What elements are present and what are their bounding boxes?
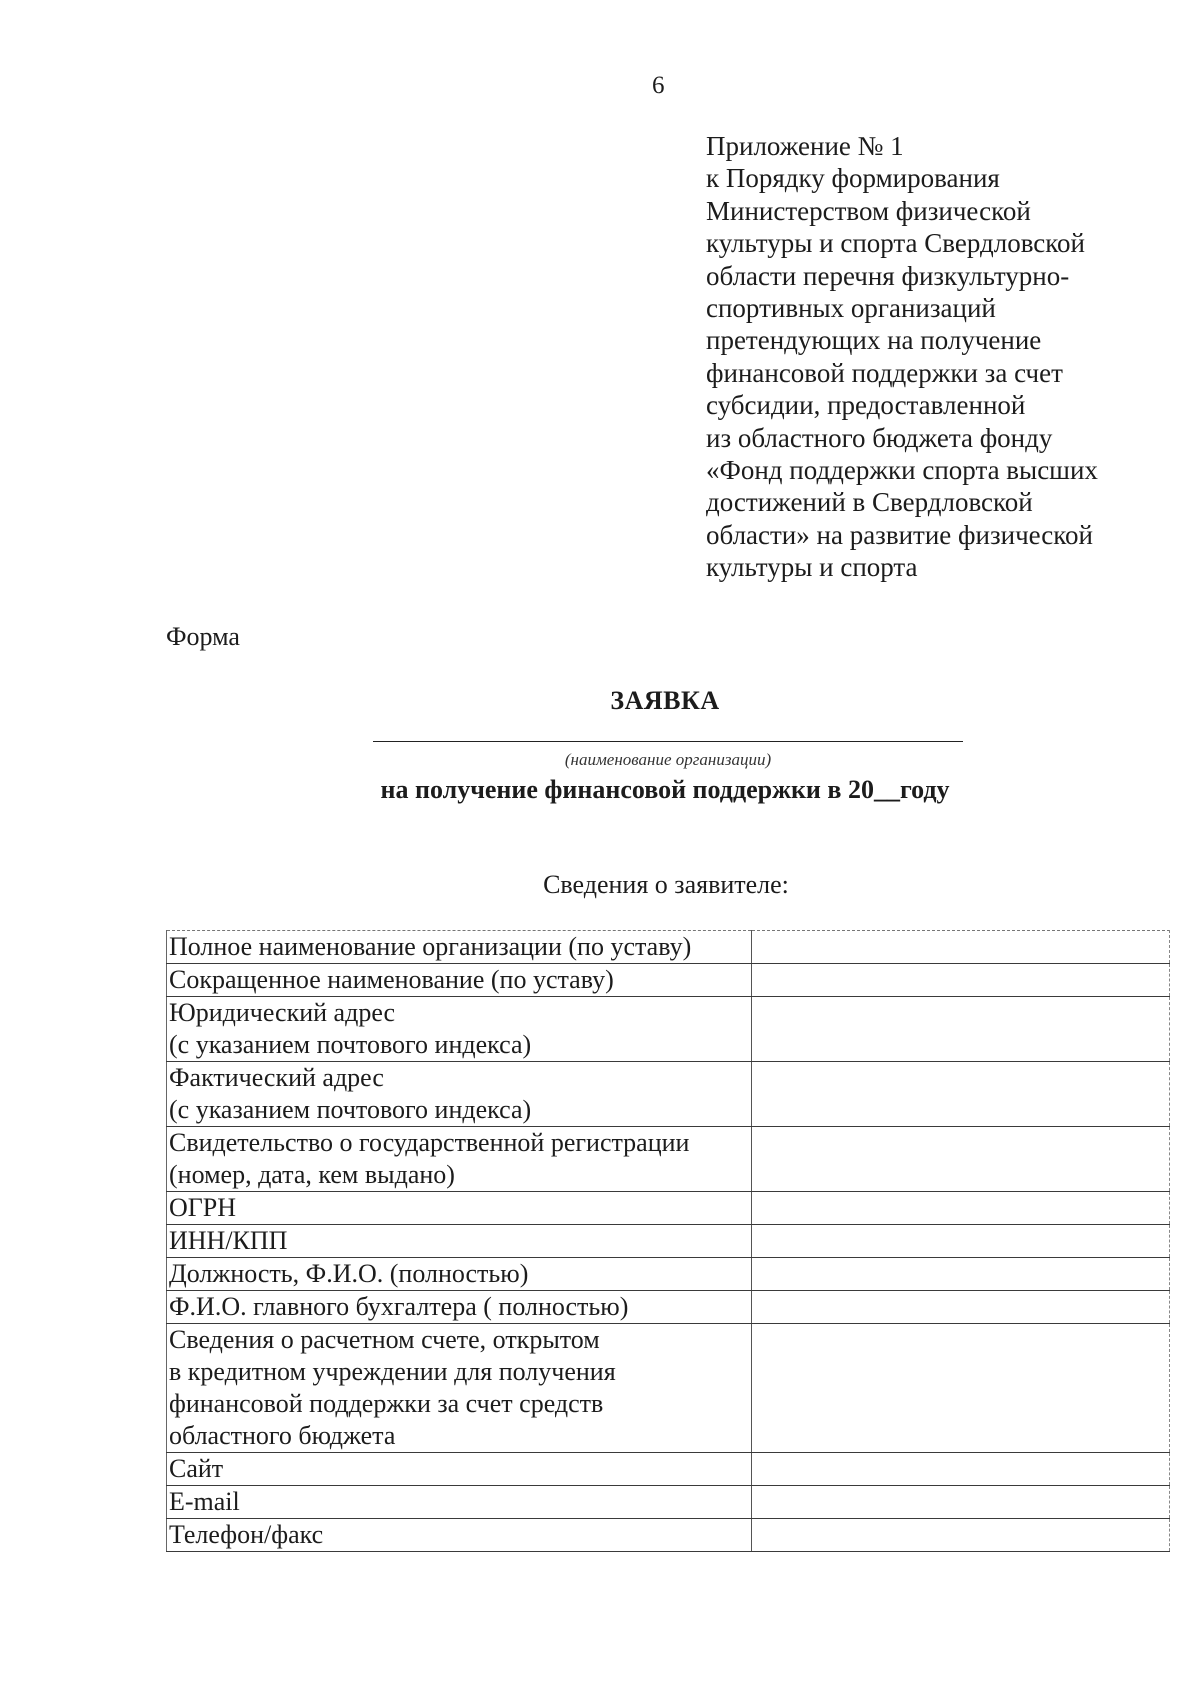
row-label: [167, 931, 752, 964]
row-label-line: E-mail: [169, 1487, 240, 1516]
appendix-line: из областного бюджета фонду: [706, 422, 1053, 453]
row-label-line: (с указанием почтового индекса): [169, 1030, 532, 1059]
document-subtitle: на получение финансовой поддержки в 20__году: [380, 775, 950, 804]
row-label: [167, 1453, 752, 1486]
table-row: [167, 1486, 1170, 1519]
appendix-line: достижений в Свердловской: [706, 487, 1033, 518]
applicant-info-table: [166, 930, 1170, 1552]
appendix-line: Приложение № 1: [706, 131, 904, 161]
table-row: [167, 1225, 1170, 1258]
row-label-line: Сокращенное наименование (по уставу): [169, 965, 614, 994]
appendix-line: области перечня физкультурно-: [706, 260, 1070, 291]
row-label: [167, 997, 752, 1062]
row-value-field[interactable]: [752, 1486, 1170, 1519]
appendix-line: финансовой поддержки за счет: [706, 357, 1063, 388]
row-label: [167, 1192, 752, 1225]
section-heading: Сведения о заявителе:: [543, 870, 789, 899]
form-label: Форма: [166, 622, 240, 651]
table-row: [167, 1519, 1170, 1552]
row-value-field[interactable]: [752, 1519, 1170, 1552]
row-label: [167, 964, 752, 997]
row-label: [167, 1486, 752, 1519]
document-title: ЗАЯВКА: [610, 686, 720, 715]
row-label-line: Телефон/факс: [169, 1520, 324, 1549]
appendix-line: культуры и спорта Свердловской: [706, 228, 1085, 259]
page-number: 6: [652, 72, 665, 99]
organization-name-caption: (наименование организации): [564, 750, 772, 769]
appendix-block: [706, 130, 1146, 584]
row-label-line: ИНН/КПП: [169, 1226, 288, 1255]
row-label-line: (номер, дата, кем выдано): [169, 1160, 455, 1189]
row-value-field[interactable]: [752, 1127, 1170, 1192]
row-label: [167, 1324, 752, 1453]
table-row: [167, 997, 1170, 1062]
row-value-field[interactable]: [752, 1258, 1170, 1291]
row-label-line: областного бюджета: [169, 1421, 396, 1450]
row-label: [167, 1127, 752, 1192]
table-row: [167, 1192, 1170, 1225]
appendix-line: спортивных организаций: [706, 293, 996, 324]
row-value-field[interactable]: [752, 997, 1170, 1062]
row-value-field[interactable]: [752, 1324, 1170, 1453]
table-row: [167, 1324, 1170, 1453]
row-label: [167, 1519, 752, 1552]
appendix-line: области» на развитие физической: [706, 519, 1093, 550]
row-label-line: (с указанием почтового индекса): [169, 1095, 532, 1124]
appendix-line: субсидии, предоставленной: [706, 390, 1026, 421]
appendix-line: культуры и спорта: [706, 552, 918, 583]
row-label-line: ОГРН: [169, 1193, 237, 1222]
row-label-line: Свидетельство о государственной регистрации: [169, 1128, 690, 1157]
table-row: [167, 1127, 1170, 1192]
row-label-line: финансовой поддержки за счет средств: [169, 1389, 604, 1418]
appendix-line: Министерством физической: [706, 195, 1031, 226]
row-label-line: Сведения о расчетном счете, открытом: [169, 1325, 600, 1354]
row-label: [167, 1225, 752, 1258]
row-value-field[interactable]: [752, 964, 1170, 997]
table-row: [167, 1062, 1170, 1127]
row-label-line: Полное наименование организации (по уставу): [169, 932, 692, 961]
table-row: [167, 1291, 1170, 1324]
row-label: [167, 1258, 752, 1291]
row-value-field[interactable]: [752, 1291, 1170, 1324]
row-label-line: Юридический адрес: [169, 998, 396, 1027]
row-value-field[interactable]: [752, 1225, 1170, 1258]
organization-name-field[interactable]: [373, 741, 963, 742]
appendix-line: «Фонд поддержки спорта высших: [706, 455, 1098, 486]
row-value-field[interactable]: [752, 931, 1170, 964]
appendix-line: к Порядку формирования: [706, 163, 1000, 194]
table-row: [167, 931, 1170, 964]
table-row: [167, 1453, 1170, 1486]
row-value-field[interactable]: [752, 1453, 1170, 1486]
row-label-line: Фактический адрес: [169, 1063, 384, 1092]
row-label-line: Сайт: [169, 1454, 224, 1483]
row-label: [167, 1291, 752, 1324]
table-row: [167, 1258, 1170, 1291]
row-label-line: Ф.И.О. главного бухгалтера ( полностью): [169, 1292, 629, 1321]
row-label: [167, 1062, 752, 1127]
table-row: [167, 964, 1170, 997]
appendix-line: претендующих на получение: [706, 325, 1042, 356]
row-label-line: в кредитном учреждении для получения: [169, 1357, 616, 1386]
row-label-line: Должность, Ф.И.О. (полностью): [169, 1259, 529, 1288]
row-value-field[interactable]: [752, 1062, 1170, 1127]
row-value-field[interactable]: [752, 1192, 1170, 1225]
